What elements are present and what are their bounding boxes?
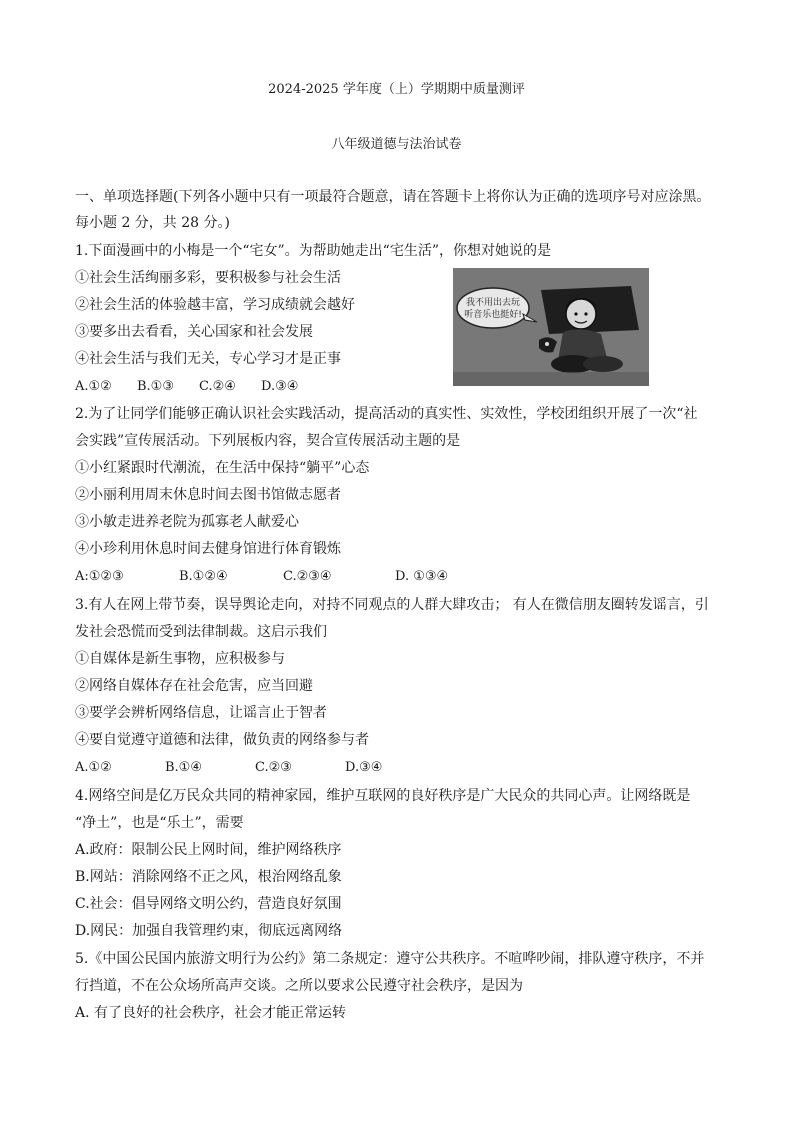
q1-option-b[interactable]: B.①③: [137, 379, 174, 394]
q4-stem-line1: 4.网络空间是亿万民众共同的精神家园，维护互联网的良好秩序是广大民众的共同心声。让网络既是: [75, 788, 691, 804]
q1-option-a[interactable]: A.①②: [75, 379, 112, 394]
q5-stem-line1: 5.《中国公民国内旅游文明行为公约》第二条规定：遵守公共秩序。不喧哗吵闹，排队遵守秩序，不并: [75, 951, 705, 967]
q1-stem: 1.下面漫画中的小梅是一个“宅女”。为帮助她走出“宅生活”，你想对她说的是: [75, 243, 551, 259]
q2-statement-2: ②小丽利用周末休息时间去图书馆做志愿者: [75, 487, 341, 503]
q3-option-b[interactable]: B.①④: [165, 760, 202, 775]
comic-image: [453, 268, 649, 386]
comic-speech-line1: 我不用出去玩: [465, 298, 521, 308]
q4-option-d[interactable]: D.网民：加强自我管理约束，彻底远离网络: [75, 923, 343, 939]
section-heading-line2: 每小题 2 分，共 28 分。): [75, 215, 230, 231]
q3-statement-2: ②网络自媒体存在社会危害，应当回避: [75, 678, 313, 694]
q4-option-a[interactable]: A.政府：限制公民上网时间，维护网络秩序: [75, 842, 342, 858]
q1-statement-2: ②社会生活的体验越丰富，学习成绩就会越好: [75, 297, 355, 313]
q2-option-b[interactable]: B.①②④: [179, 569, 228, 584]
q4-option-c[interactable]: C.社会：倡导网络文明公约，营造良好氛围: [75, 896, 342, 912]
q1-statement-4: ④社会生活与我们无关，专心学习才是正事: [75, 351, 341, 367]
exam-title: 2024-2025 学年度（上）学期期中质量测评: [268, 82, 525, 97]
q1-option-d[interactable]: D.③④: [261, 379, 299, 394]
q2-stem-line2: 会实践”宣传展活动。下列展板内容，契合宣传展活动主题的是: [75, 433, 461, 449]
q1-statement-1: ①社会生活绚丽多彩，要积极参与社会生活: [75, 270, 341, 286]
paper-title: 八年级道德与法治试卷: [331, 137, 462, 152]
q2-option-a[interactable]: A:①②③: [75, 569, 124, 584]
q2-option-c[interactable]: C.②③④: [283, 569, 332, 584]
comic-speech-line2: 听音乐也挺好!: [464, 310, 522, 320]
q5-option-a[interactable]: A. 有了良好的社会秩序，社会才能正常运转: [75, 1005, 347, 1021]
q1-option-c[interactable]: C.②④: [199, 379, 236, 394]
comic-drawing: [453, 268, 649, 386]
q3-statement-4: ④要自觉遵守道德和法律，做负责的网络参与者: [75, 732, 369, 748]
q3-option-c[interactable]: C.②③: [255, 760, 292, 775]
q1-options: [75, 378, 323, 396]
q2-option-d[interactable]: D. ①③④: [395, 569, 449, 584]
q3-options: [75, 759, 425, 777]
q3-option-d[interactable]: D.③④: [345, 760, 383, 775]
q2-statement-1: ①小红紧跟时代潮流，在生活中保持“躺平”心态: [75, 460, 370, 476]
q2-stem-line1: 2.为了让同学们能够正确认识社会实践活动，提高活动的真实性、实效性，学校团组织开展了一次“社: [75, 406, 698, 422]
q3-stem-line2: 发社会恐慌而受到法律制裁。这启示我们: [75, 624, 327, 640]
q3-statement-1: ①自媒体是新生事物，应积极参与: [75, 651, 285, 667]
q4-option-b[interactable]: B.网站：消除网络不正之风，根治网络乱象: [75, 869, 342, 885]
section-heading-line1: 一、单项选择题(下列各小题中只有一项最符合题意，请在答题卡上将你认为正确的选项序号对应涂黑。: [75, 189, 711, 205]
q2-statement-4: ④小珍利用休息时间去健身馆进行体育锻炼: [75, 541, 341, 557]
q2-statement-3: ③小敏走进养老院为孤寡老人献爱心: [75, 514, 299, 530]
q3-statement-3: ③要学会辨析网络信息，让谣言止于智者: [75, 705, 327, 721]
q4-stem-line2: “净土”，也是“乐土”，需要: [75, 815, 244, 831]
q1-statement-3: ③要多出去看看，关心国家和社会发展: [75, 324, 313, 340]
q5-stem-line2: 行挡道，不在公众场所高声交谈。之所以要求公民遵守社会秩序，是因为: [75, 978, 523, 994]
q2-options: [75, 568, 475, 586]
q3-stem-line1: 3.有人在网上带节奏，误导舆论走向，对持不同观点的人群大肆攻击； 有人在微信朋友圈转发谣言，引: [75, 597, 709, 613]
q3-option-a[interactable]: A.①②: [75, 760, 112, 775]
